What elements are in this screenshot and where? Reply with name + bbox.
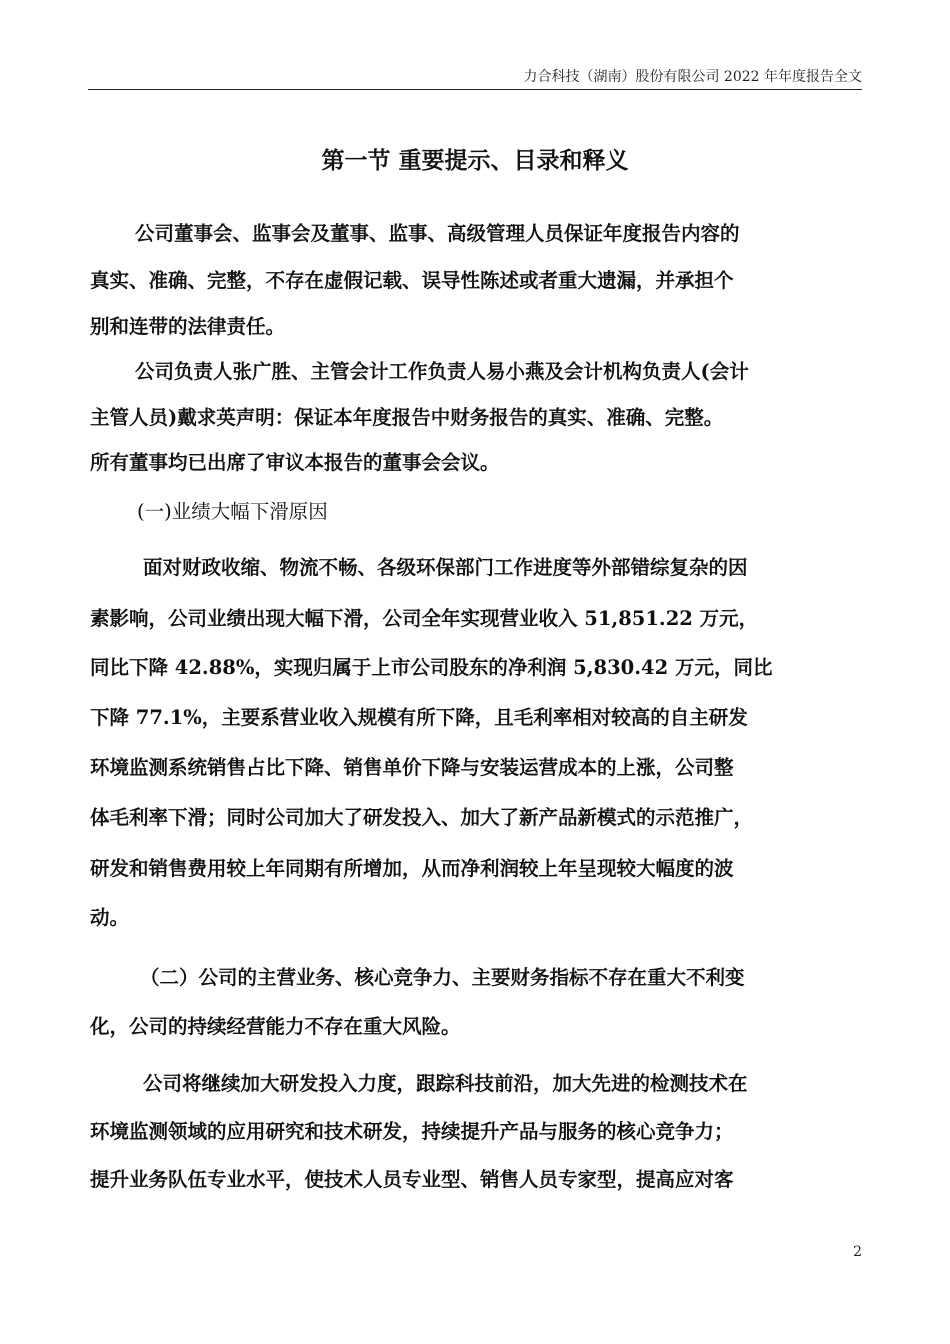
p4-line-6: 体毛利率下滑；同时公司加大了研发投入、加大了新产品新模式的示范推广， (90, 806, 754, 829)
running-header: 力合科技（湖南）股份有限公司 2022 年年度报告全文 (523, 69, 862, 85)
p1-line-1: 公司董事会、监事会及董事、监事、高级管理人员保证年度报告内容的 (135, 222, 740, 245)
section-title: 第一节 重要提示、目录和释义 (321, 147, 629, 174)
heading-performance-decline: (一)业绩大幅下滑原因 (137, 500, 328, 523)
p4-line-3: 同比下降 42.88%，实现归属于上市公司股东的净利润 5,830.42 万元，同比 (90, 656, 773, 679)
page-number: 2 (853, 1244, 862, 1260)
p2-line-2: 主管人员)戴求英声明：保证本年度报告中财务报告的真实、准确、完整。 (90, 406, 724, 429)
p6-line-1: 公司将继续加大研发投入力度，跟踪科技前沿，加大先进的检测技术在 (143, 1072, 748, 1095)
p6-line-2: 环境监测领域的应用研究和技术研发，持续提升产品与服务的核心竞争力； (90, 1120, 734, 1143)
p4-line-2: 素影响，公司业绩出现大幅下滑，公司全年实现营业收入 51,851.22 万元， (90, 607, 759, 630)
p4-line-5: 环境监测系统销售占比下降、销售单价下降与安装运营成本的上涨，公司整 (90, 756, 734, 779)
p4-line-1: 面对财政收缩、物流不畅、各级环保部门工作进度等外部错综复杂的因 (143, 556, 748, 579)
p6-line-3: 提升业务队伍专业水平，使技术人员专业型、销售人员专家型，提高应对客 (90, 1168, 734, 1191)
p4-line-8: 动。 (90, 906, 130, 929)
p1-line-2: 真实、准确、完整，不存在虚假记载、误导性陈述或者重大遗漏，并承担个 (90, 269, 734, 292)
p5-line-1: （二）公司的主营业务、核心竞争力、主要财务指标不存在重大不利变 (140, 966, 745, 989)
p1-line-3: 别和连带的法律责任。 (90, 315, 286, 338)
p4-line-4: 下降 77.1%，主要系营业收入规模有所下降，且毛利率相对较高的自主研发 (90, 706, 748, 729)
p2-line-1: 公司负责人张广胜、主管会计工作负责人易小燕及会计机构负责人(会计 (135, 360, 749, 383)
p4-line-7: 研发和销售费用较上年同期有所增加，从而净利润较上年呈现较大幅度的波 (90, 857, 734, 880)
p5-line-2: 化，公司的持续经营能力不存在重大风险。 (90, 1015, 461, 1038)
header-divider (88, 89, 862, 90)
p3-line-1: 所有董事均已出席了审议本报告的董事会会议。 (90, 451, 500, 474)
